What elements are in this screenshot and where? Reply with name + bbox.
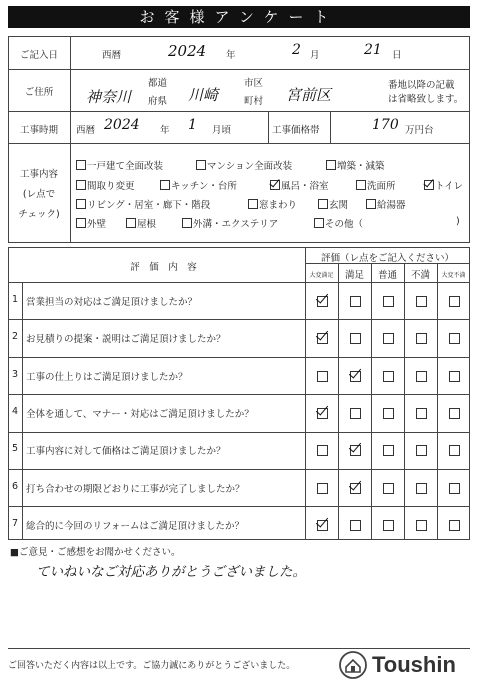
date-day-unit: 日	[392, 50, 402, 61]
rating-checkbox[interactable]	[449, 296, 460, 307]
period-year-unit: 年	[160, 125, 170, 136]
checkbox-checked[interactable]	[424, 180, 434, 190]
checkbox[interactable]	[182, 218, 192, 228]
period-year-field[interactable]: 2024	[104, 117, 140, 133]
question-number: 7	[11, 518, 19, 530]
rating-checkbox-checked[interactable]	[317, 408, 328, 419]
rating-checkbox[interactable]	[416, 296, 427, 307]
work-option-water-heater[interactable]: 給湯器	[366, 197, 406, 211]
period-label: 工事時期	[19, 125, 58, 136]
question-number: 4	[11, 405, 19, 417]
question-number: 2	[11, 331, 19, 343]
level-dissatisfied: 不満	[410, 270, 430, 281]
comments-label: ■ご意見・ご感想をお聞かせください。	[10, 547, 181, 558]
rating-checkbox[interactable]	[350, 296, 361, 307]
period-era: 西暦	[76, 125, 96, 136]
address-note-line1: 番地以降の記載	[388, 80, 455, 91]
price-label: 工事価格帯	[272, 125, 320, 136]
pref-option-dodo: 都道	[148, 78, 168, 89]
checkbox[interactable]	[356, 180, 366, 190]
rating-checkbox-checked[interactable]	[350, 445, 361, 456]
rating-checkbox[interactable]	[416, 445, 427, 456]
rating-checkbox[interactable]	[383, 408, 394, 419]
question-text: 打ち合わせの期限どおりに工事が完了しましたか？	[26, 483, 245, 495]
footer-note: ご回答いただく内容は以上です。ご協力誠にありがとうございました。	[8, 661, 296, 671]
question-text: 総合的に今回のリフォームはご満足頂けましたか？	[26, 521, 245, 533]
comments-field[interactable]: ていねいなご対応ありがとうございました。	[36, 564, 306, 580]
city-option-chouson: 町村	[244, 96, 264, 107]
checkbox[interactable]	[76, 180, 86, 190]
address-prefecture-field[interactable]: 神奈川	[86, 88, 132, 106]
date-era: 西暦	[102, 50, 122, 61]
form-title: お客様アンケート	[8, 6, 470, 28]
date-day-field[interactable]: 21	[364, 42, 382, 58]
question-number: 5	[11, 443, 19, 455]
period-month-field[interactable]: 1	[188, 117, 197, 133]
rating-checkbox[interactable]	[416, 408, 427, 419]
brand-logo-icon	[338, 650, 368, 680]
work-option-entrance[interactable]: 玄関	[318, 197, 348, 211]
work-option-window[interactable]: 窓まわり	[248, 197, 297, 211]
date-label: ご記入日	[19, 50, 58, 61]
level-satisfied: 満足	[344, 270, 364, 281]
work-label-line3: チェック)	[18, 209, 60, 220]
checkbox[interactable]	[126, 218, 136, 228]
checkbox[interactable]	[318, 199, 328, 209]
rating-checkbox[interactable]	[449, 445, 460, 456]
pref-option-fuken: 府県	[148, 96, 168, 107]
rating-checkbox[interactable]	[416, 520, 427, 531]
question-text: お見積りの提案・説明はご満足頂けましたか？	[26, 334, 226, 346]
rating-checkbox[interactable]	[449, 371, 460, 382]
info-section	[8, 36, 470, 243]
work-option-other[interactable]: その他（	[314, 216, 363, 230]
checkbox[interactable]	[76, 199, 86, 209]
level-very-satisfied: 大変満足	[309, 272, 334, 279]
rating-checkbox[interactable]	[449, 408, 460, 419]
rating-checkbox[interactable]	[416, 333, 427, 344]
rating-checkbox-checked[interactable]	[317, 333, 328, 344]
rating-checkbox[interactable]	[317, 483, 328, 494]
work-option-full-house[interactable]: 一戸建て全面改装	[76, 158, 163, 172]
question-text: 工事の仕上りはご満足頂けましたか？	[26, 371, 188, 383]
question-text: 工事内容に対して価格はご満足頂けましたか？	[26, 446, 226, 458]
period-month-unit: 月頃	[212, 125, 232, 136]
address-label: ご住所	[24, 87, 54, 98]
work-option-extension[interactable]: 増築・減築	[326, 158, 385, 172]
checkbox[interactable]	[76, 218, 86, 228]
address-note-line2: は省略致します。	[388, 94, 464, 105]
date-month-unit: 月	[310, 50, 320, 61]
work-option-toilet[interactable]: トイレ	[424, 178, 463, 192]
rating-checkbox[interactable]	[383, 520, 394, 531]
rating-checkbox[interactable]	[416, 483, 427, 494]
address-city-field[interactable]: 川崎	[188, 86, 219, 104]
checkbox[interactable]	[366, 199, 376, 209]
city-option-shiku: 市区	[244, 78, 264, 89]
checkbox[interactable]	[326, 160, 336, 170]
work-label-line2: (レ点で	[22, 189, 56, 200]
work-label-line1: 工事内容	[19, 169, 58, 180]
work-option-bath[interactable]: 風呂・浴室	[270, 178, 329, 192]
question-text: 営業担当の対応はご満足頂けましたか？	[26, 296, 198, 308]
rating-checkbox-checked[interactable]	[350, 371, 361, 382]
price-field[interactable]: 170	[372, 117, 399, 133]
rating-checkbox[interactable]	[449, 483, 460, 494]
address-ward-field[interactable]: 宮前区	[286, 86, 332, 104]
checkbox-checked[interactable]	[270, 180, 280, 190]
question-number: 6	[11, 480, 19, 492]
checkbox[interactable]	[160, 180, 170, 190]
question-number: 1	[11, 293, 19, 305]
header-evaluation-items: 評 価 内 容	[130, 262, 197, 273]
rating-checkbox-checked[interactable]	[317, 296, 328, 307]
rating-checkbox[interactable]	[317, 371, 328, 382]
price-unit: 万円台	[405, 125, 434, 136]
question-text: 全体を通して、マナー・対応はご満足頂けましたか？	[26, 408, 254, 420]
rating-checkbox[interactable]	[449, 333, 460, 344]
rating-checkbox[interactable]	[317, 445, 328, 456]
checkbox[interactable]	[76, 160, 86, 170]
date-year-field[interactable]: 2024	[168, 42, 207, 60]
work-option-kitchen[interactable]: キッチン・台所	[160, 178, 237, 192]
checkbox[interactable]	[314, 218, 324, 228]
work-option-living[interactable]: リビング・居室・廊下・階段	[76, 197, 210, 211]
work-option-washroom[interactable]: 洗面所	[356, 178, 396, 192]
work-option-roof[interactable]: 屋根	[126, 216, 156, 230]
rating-checkbox[interactable]	[416, 371, 427, 382]
rating-checkbox[interactable]	[383, 296, 394, 307]
header-rating: 評価（レ点をご記入ください）	[320, 253, 454, 264]
rating-checkbox-checked[interactable]	[317, 520, 328, 531]
work-option-other-close: )	[456, 216, 460, 227]
date-year-unit: 年	[226, 50, 236, 61]
question-number: 3	[11, 368, 19, 380]
rating-checkbox[interactable]	[383, 333, 394, 344]
rating-checkbox[interactable]	[350, 333, 361, 344]
date-month-field[interactable]: 2	[292, 42, 301, 58]
brand-name: Toushin	[372, 652, 456, 677]
rating-checkbox[interactable]	[383, 445, 394, 456]
rating-checkbox[interactable]	[350, 520, 361, 531]
rating-checkbox-checked[interactable]	[350, 483, 361, 494]
checkbox[interactable]	[196, 160, 206, 170]
rating-checkbox[interactable]	[449, 520, 460, 531]
rating-checkbox[interactable]	[383, 483, 394, 494]
work-option-exterior-wall[interactable]: 外壁	[76, 216, 106, 230]
work-option-layout[interactable]: 間取り変更	[76, 178, 135, 192]
rating-checkbox[interactable]	[350, 408, 361, 419]
level-neutral: 普通	[377, 270, 397, 281]
work-option-exterior[interactable]: 外溝・エクステリア	[182, 216, 278, 230]
level-very-dissatisfied: 大変不満	[441, 272, 466, 279]
rating-checkbox[interactable]	[383, 371, 394, 382]
work-option-full-mansion[interactable]: マンション全面改装	[196, 158, 292, 172]
checkbox[interactable]	[248, 199, 258, 209]
